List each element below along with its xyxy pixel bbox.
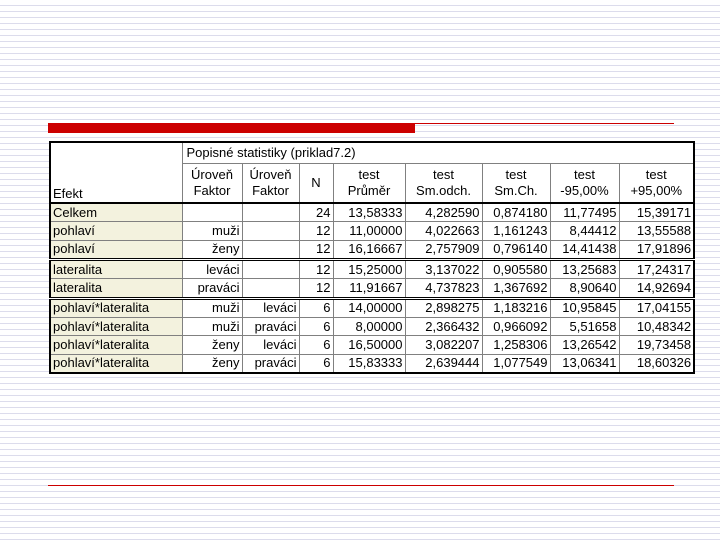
- cell-factor-1: leváci: [182, 259, 242, 278]
- cell-n: 6: [299, 354, 333, 373]
- cell-minus95: 8,44412: [550, 222, 619, 240]
- table-body: [50, 203, 694, 373]
- cell-prumer: 8,00000: [333, 317, 405, 335]
- cell-factor-1: muži: [182, 298, 242, 317]
- cell-n: 6: [299, 298, 333, 317]
- cell-prumer: 15,25000: [333, 259, 405, 278]
- header-uroven-2: [242, 164, 299, 204]
- cell-plus95: 10,48342: [619, 317, 694, 335]
- table-row: [50, 354, 694, 373]
- header-minus95-line1: test: [574, 167, 595, 182]
- header-smodch: [405, 164, 482, 204]
- cell-plus95: 17,91896: [619, 240, 694, 259]
- cell-n: 24: [299, 203, 333, 222]
- cell-minus95: 5,51658: [550, 317, 619, 335]
- cell-factor-1: ženy: [182, 336, 242, 354]
- cell-smch: 1,183216: [482, 298, 550, 317]
- cell-smodch: 3,137022: [405, 259, 482, 278]
- cell-factor-2: praváci: [242, 354, 299, 373]
- header-uroven-2-line2: Faktor: [252, 183, 289, 198]
- cell-minus95: 14,41438: [550, 240, 619, 259]
- cell-prumer: 11,91667: [333, 279, 405, 298]
- table-row: [50, 298, 694, 317]
- cell-n: 6: [299, 336, 333, 354]
- header-efekt: [50, 142, 182, 203]
- cell-factor-2: [242, 259, 299, 278]
- cell-plus95: 14,92694: [619, 279, 694, 298]
- cell-efekt: pohlaví*lateralita: [50, 317, 182, 335]
- cell-smch: 1,161243: [482, 222, 550, 240]
- cell-minus95: 13,26542: [550, 336, 619, 354]
- cell-factor-1: praváci: [182, 279, 242, 298]
- cell-efekt: pohlaví: [50, 222, 182, 240]
- cell-factor-1: muži: [182, 317, 242, 335]
- cell-n: 12: [299, 222, 333, 240]
- table-row: [50, 317, 694, 335]
- cell-smodch: 4,022663: [405, 222, 482, 240]
- cell-n: 12: [299, 240, 333, 259]
- cell-factor-2: [242, 240, 299, 259]
- table-row: [50, 259, 694, 278]
- cell-efekt: pohlaví: [50, 240, 182, 259]
- cell-factor-1: ženy: [182, 240, 242, 259]
- cell-plus95: 19,73458: [619, 336, 694, 354]
- header-minus95-line2: -95,00%: [560, 183, 609, 198]
- cell-n: 12: [299, 259, 333, 278]
- cell-prumer: 15,83333: [333, 354, 405, 373]
- cell-minus95: 13,25683: [550, 259, 619, 278]
- header-uroven-2-line1: Úroveň: [249, 167, 292, 182]
- header-smch: [482, 164, 550, 204]
- header-uroven-1-line1: Úroveň: [191, 167, 233, 182]
- cell-factor-2: [242, 203, 299, 222]
- header-plus95-line2: +95,00%: [630, 183, 683, 198]
- cell-prumer: 11,00000: [333, 222, 405, 240]
- header-efekt-label: Efekt: [53, 186, 83, 201]
- cell-smch: 0,905580: [482, 259, 550, 278]
- header-minus95: [550, 164, 619, 204]
- table-row: [50, 279, 694, 298]
- cell-factor-2: leváci: [242, 298, 299, 317]
- cell-smodch: 4,737823: [405, 279, 482, 298]
- cell-factor-2: [242, 279, 299, 298]
- cell-plus95: 18,60326: [619, 354, 694, 373]
- cell-efekt: lateralita: [50, 279, 182, 298]
- statistics-table-container: [49, 141, 693, 374]
- header-smodch-line1: test: [433, 167, 454, 182]
- header-n: [299, 164, 333, 204]
- header-prumer: [333, 164, 405, 204]
- cell-factor-2: leváci: [242, 336, 299, 354]
- cell-minus95: 11,77495: [550, 203, 619, 222]
- cell-prumer: 16,50000: [333, 336, 405, 354]
- table-row: [50, 222, 694, 240]
- cell-plus95: 17,24317: [619, 259, 694, 278]
- cell-smch: 0,796140: [482, 240, 550, 259]
- cell-smch: 1,258306: [482, 336, 550, 354]
- table-row: [50, 336, 694, 354]
- cell-efekt: lateralita: [50, 259, 182, 278]
- cell-plus95: 13,55588: [619, 222, 694, 240]
- cell-n: 12: [299, 279, 333, 298]
- header-plus95: [619, 164, 694, 204]
- cell-prumer: 14,00000: [333, 298, 405, 317]
- header-n-line1: N: [311, 175, 321, 190]
- cell-efekt: Celkem: [50, 203, 182, 222]
- cell-minus95: 13,06341: [550, 354, 619, 373]
- header-prumer-line1: test: [358, 167, 380, 182]
- cell-n: 6: [299, 317, 333, 335]
- cell-smch: 0,874180: [482, 203, 550, 222]
- cell-factor-2: praváci: [242, 317, 299, 335]
- cell-factor-1: muži: [182, 222, 242, 240]
- cell-minus95: 10,95845: [550, 298, 619, 317]
- table-row: [50, 240, 694, 259]
- cell-prumer: 16,16667: [333, 240, 405, 259]
- descriptive-statistics-table: [49, 141, 695, 374]
- cell-plus95: 17,04155: [619, 298, 694, 317]
- header-plus95-line1: test: [645, 167, 667, 182]
- cell-smch: 1,077549: [482, 354, 550, 373]
- cell-factor-1: [182, 203, 242, 222]
- table-row: [50, 203, 694, 222]
- header-smch-line2: Sm.Ch.: [494, 183, 538, 198]
- header-smch-line1: test: [505, 167, 527, 182]
- cell-smch: 1,367692: [482, 279, 550, 298]
- header-uroven-1: [182, 164, 242, 204]
- header-prumer-line2: Průměr: [347, 183, 391, 198]
- cell-smodch: 2,366432: [405, 317, 482, 335]
- cell-smodch: 2,898275: [405, 298, 482, 317]
- cell-smodch: 3,082207: [405, 336, 482, 354]
- cell-smodch: 2,639444: [405, 354, 482, 373]
- table-caption: Popisné statistiky (priklad7.2): [182, 142, 694, 164]
- header-uroven-1-line2: Faktor: [193, 183, 231, 198]
- cell-efekt: pohlaví*lateralita: [50, 298, 182, 317]
- cell-smch: 0,966092: [482, 317, 550, 335]
- header-smodch-line2: Sm.odch.: [416, 183, 471, 198]
- cell-efekt: pohlaví*lateralita: [50, 354, 182, 373]
- bottom-divider-line: [48, 485, 674, 486]
- cell-smodch: 4,282590: [405, 203, 482, 222]
- cell-factor-1: ženy: [182, 354, 242, 373]
- cell-prumer: 13,58333: [333, 203, 405, 222]
- cell-factor-2: [242, 222, 299, 240]
- cell-efekt: pohlaví*lateralita: [50, 336, 182, 354]
- top-divider-line: [415, 123, 674, 124]
- title-accent-bar: [48, 123, 415, 133]
- cell-smodch: 2,757909: [405, 240, 482, 259]
- cell-minus95: 8,90640: [550, 279, 619, 298]
- cell-plus95: 15,39171: [619, 203, 694, 222]
